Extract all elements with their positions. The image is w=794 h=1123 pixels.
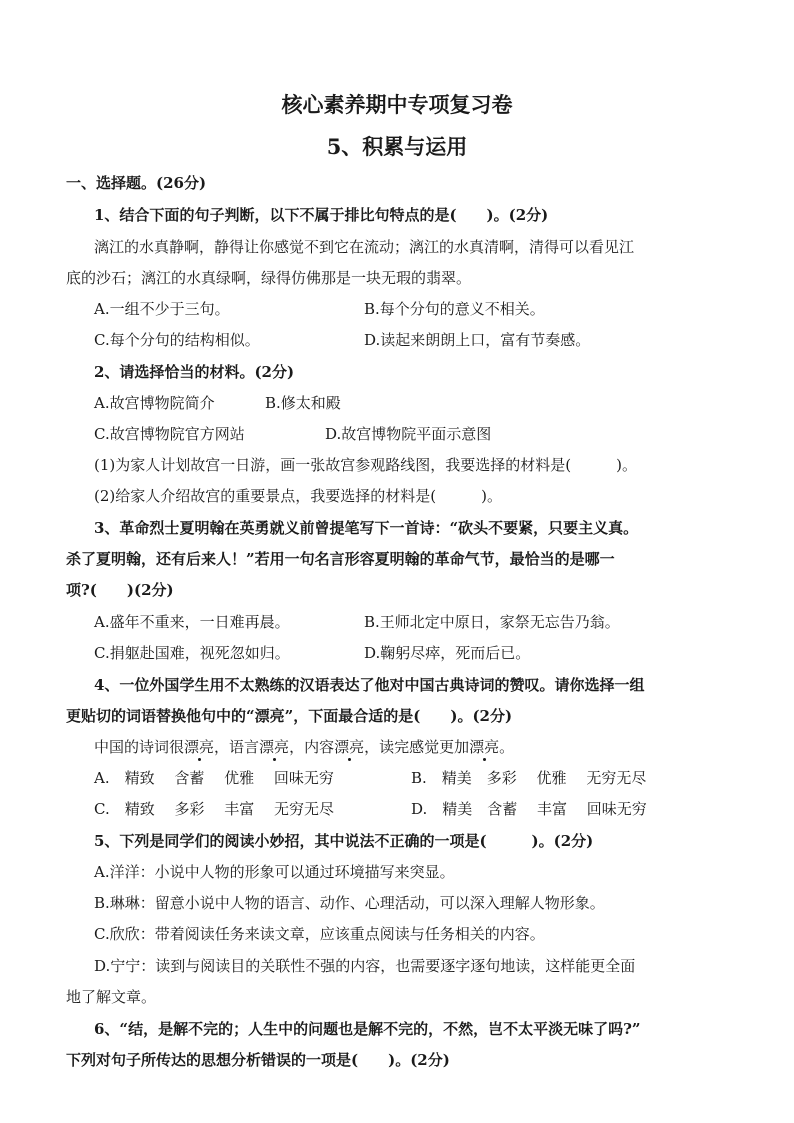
question-2-stem: 2、请选择恰当的材料。(2分) xyxy=(94,363,295,381)
question-5-option-c: C.欣欣：带着阅读任务来读文章，应该重点阅读与任务相关的内容。 xyxy=(94,925,545,943)
question-5-stem: 5、下列是同学们的阅读小妙招，其中说法不正确的一项是( )。(2分) xyxy=(94,832,594,850)
sentence-part: ，语言 xyxy=(214,738,260,756)
question-5-option-d-line-1: D.宁宁：读到与阅读目的关联性不强的内容，也需要逐字逐句地读，这样能更全面 xyxy=(94,957,636,975)
question-1-option-b: B.每个分句的意义不相关。 xyxy=(364,300,545,318)
sentence-part: 中国的诗词很 xyxy=(94,738,185,756)
question-1-passage-line-2: 底的沙石；漓江的水真绿啊，绿得仿佛那是一块无瑕的翡翠。 xyxy=(66,269,472,287)
sentence-part: 。 xyxy=(499,738,515,756)
sentence-part: ，读完感觉更加 xyxy=(364,738,470,756)
sentence-part: ，内容 xyxy=(289,738,335,756)
question-4-sentence xyxy=(94,737,514,757)
question-3-stem-line-2: 杀了夏明翰，还有后来人！”若用一句名言形容夏明翰的革命气节，最恰当的是哪一 xyxy=(66,550,615,568)
question-3-option-d: D.鞠躬尽瘁，死而后已。 xyxy=(364,644,531,662)
question-1-passage-line-1: 漓江的水真静啊，静得让你感觉不到它在流动；漓江的水真清啊，清得可以看见江 xyxy=(94,238,635,256)
question-6-stem-line-1: 6、“结，是解不完的；人生中的问题也是解不完的，不然，岂不太平淡无味了吗?” xyxy=(94,1020,641,1038)
question-5-option-a: A.洋洋：小说中人物的形象可以通过环境描写来突显。 xyxy=(94,863,455,881)
page-subtitle: 5、积累与运用 xyxy=(326,134,468,159)
question-1-option-d: D.读起来朗朗上口，富有节奏感。 xyxy=(364,331,591,349)
emphasized-word: 漂亮 xyxy=(334,738,365,756)
question-4-option-b: B. 精美 多彩 优雅 无穷无尽 xyxy=(411,769,647,787)
question-3-option-c: C.捐躯赴国难，视死忽如归。 xyxy=(94,644,290,662)
question-3-stem-line-1: 3、革命烈士夏明翰在英勇就义前曾提笔写下一首诗：“砍头不要紧，只要主义真。 xyxy=(94,519,639,537)
question-4-stem-line-1: 4、一位外国学生用不太熟练的汉语表达了他对中国古典诗词的赞叹。请你选择一组 xyxy=(94,676,645,694)
question-2-option-b: B.修太和殿 xyxy=(265,394,341,412)
question-4-option-d: D. 精美 含蓄 丰富 回味无穷 xyxy=(411,800,647,818)
question-4-stem-line-2: 更贴切的词语替换他句中的“漂亮”，下面最合适的是( )。(2分) xyxy=(66,707,513,725)
question-5-option-b: B.琳琳：留意小说中人物的语言、动作、心理活动，可以深入理解人物形象。 xyxy=(94,894,605,912)
question-2-option-d: D.故宫博物院平面示意图 xyxy=(325,425,492,443)
emphasized-word: 漂亮 xyxy=(259,738,290,756)
question-6-stem-line-2: 下列对句子所传达的思想分析错误的一项是( )。(2分) xyxy=(66,1051,450,1069)
question-2-sub-2: (2)给家人介绍故宫的重要景点，我要选择的材料是( )。 xyxy=(94,487,502,505)
question-3-stem-line-3: 项?( )(2分) xyxy=(66,581,174,599)
question-2-option-c: C.故宫博物院官方网站 xyxy=(94,425,245,443)
emphasized-word: 漂亮 xyxy=(469,738,500,756)
question-1-stem: 1、结合下面的句子判断，以下不属于排比句特点的是( )。(2分) xyxy=(94,206,549,224)
question-3-option-a: A.盛年不重来，一日难再晨。 xyxy=(94,613,290,631)
question-2-sub-1: (1)为家人计划故宫一日游，画一张故宫参观路线图，我要选择的材料是( )。 xyxy=(94,456,637,474)
question-4-option-a: A. 精致 含蓄 优雅 回味无穷 xyxy=(94,769,334,787)
question-4-option-c: C. 精致 多彩 丰富 无穷无尽 xyxy=(94,800,335,818)
question-1-option-c: C.每个分句的结构相似。 xyxy=(94,331,260,349)
emphasized-word: 漂亮 xyxy=(184,738,215,756)
page-title: 核心素养期中专项复习卷 xyxy=(281,92,513,117)
question-1-option-a: A.一组不少于三句。 xyxy=(94,300,230,318)
question-2-option-a: A.故宫博物院简介 xyxy=(94,394,215,412)
section-heading: 一、选择题。(26分) xyxy=(66,174,207,192)
question-3-option-b: B.王师北定中原日，家祭无忘告乃翁。 xyxy=(364,613,620,631)
question-5-option-d-line-2: 地了解文章。 xyxy=(66,988,157,1006)
